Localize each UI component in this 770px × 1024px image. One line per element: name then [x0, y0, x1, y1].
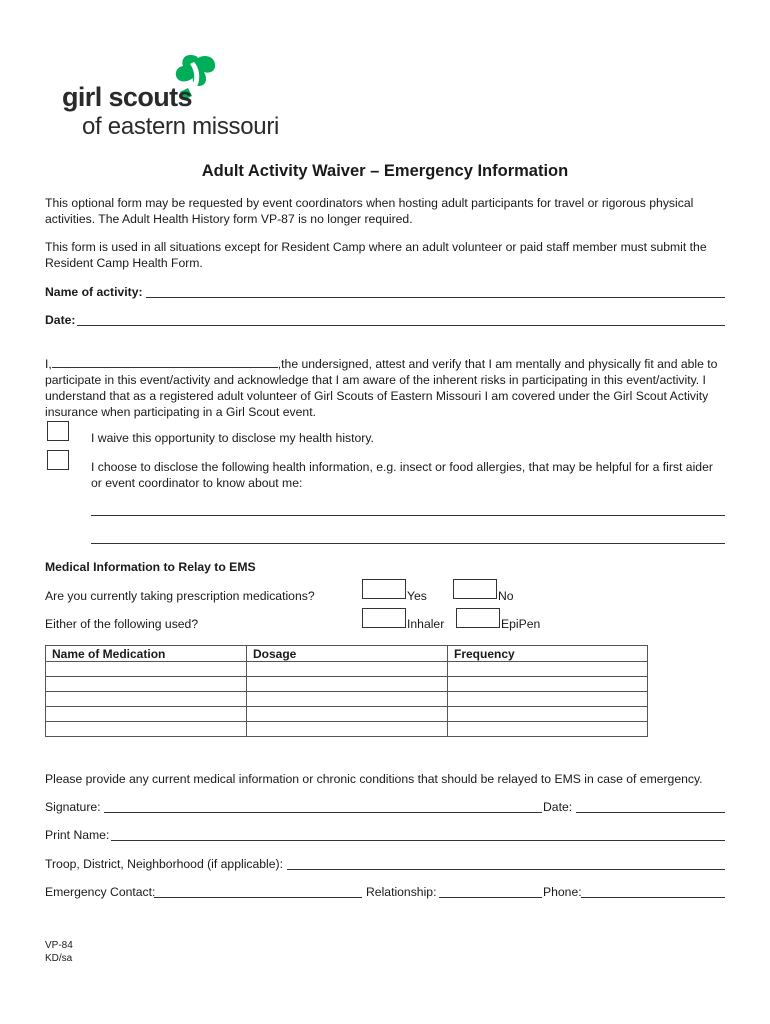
table-cell[interactable]: [247, 722, 448, 737]
attestation-paragraph: [45, 356, 735, 420]
medications-question: Are you currently taking prescription medications?: [45, 589, 315, 603]
signature-date-label: Date:: [543, 800, 573, 814]
signature-label: Signature:: [45, 800, 101, 814]
table-row: [46, 707, 648, 722]
table-row: [46, 692, 648, 707]
table-header-row: [46, 646, 648, 662]
page-title: Adult Activity Waiver – Emergency Information: [201, 162, 569, 180]
table-cell[interactable]: [46, 722, 247, 737]
devices-question: Either of the following used?: [45, 617, 199, 631]
medication-table: [45, 645, 648, 737]
medical-heading: Medical Information to Relay to EMS: [45, 560, 256, 574]
signature-field[interactable]: [104, 812, 542, 813]
medications-yes-label: Yes: [407, 589, 427, 603]
date-label: Date:: [45, 313, 76, 327]
troop-label: Troop, District, Neighborhood (if applicable):: [45, 857, 283, 871]
relationship-field[interactable]: [439, 897, 542, 898]
medications-no-label: No: [498, 589, 514, 603]
frequency-header: Frequency: [448, 646, 648, 662]
inhaler-label: Inhaler: [407, 617, 445, 631]
emergency-contact-label: Emergency Contact:: [45, 885, 156, 899]
footer: [45, 939, 73, 965]
waive-label: I waive this opportunity to disclose my health history.: [91, 431, 374, 445]
table-cell[interactable]: [448, 677, 648, 692]
table-cell[interactable]: [448, 692, 648, 707]
form-code: VP-84: [45, 940, 73, 951]
conditions-text: Please provide any current medical information or chronic conditions that should be relayed to EMS in case of emergency.: [45, 772, 703, 786]
table-row: [46, 662, 648, 677]
intro-paragraph-2: This form is used in all situations except for Resident Camp where an adult volunteer or paid staff member must submit the Resident Camp Health Form.: [45, 240, 707, 270]
activity-field[interactable]: [146, 297, 725, 298]
table-cell[interactable]: [247, 692, 448, 707]
intro-paragraph-1: This optional form may be requested by event coordinators when hosting adult participants for travel or rigorous physical activities. The Adult Health History form VP-87 is no longer required.: [45, 196, 694, 226]
waive-checkbox[interactable]: [47, 421, 69, 441]
attest-prefix: I,: [45, 357, 52, 371]
signature-date-field[interactable]: [576, 812, 725, 813]
disclose-label: I choose to disclose the following health information, e.g. insect or food allergies, that may be helpful for a first aider or event coordinator to know about me:: [91, 460, 713, 490]
logo-line1: girl scouts: [62, 82, 192, 112]
medications-yes-checkbox[interactable]: [362, 579, 406, 599]
date-field[interactable]: [77, 325, 725, 326]
print-name-field[interactable]: [111, 840, 725, 841]
table-cell[interactable]: [247, 662, 448, 677]
table-cell[interactable]: [46, 707, 247, 722]
table-cell[interactable]: [46, 692, 247, 707]
phone-label: Phone:: [543, 885, 582, 899]
attest-name-field[interactable]: [52, 356, 278, 368]
table-cell[interactable]: [448, 722, 648, 737]
medication-name-header: Name of Medication: [46, 646, 247, 662]
print-name-label: Print Name:: [45, 828, 110, 842]
relationship-label: Relationship:: [366, 885, 437, 899]
table-cell[interactable]: [247, 707, 448, 722]
table-cell[interactable]: [46, 677, 247, 692]
table-cell[interactable]: [46, 662, 247, 677]
dosage-header: Dosage: [247, 646, 448, 662]
logo-line2: of eastern missouri: [82, 113, 280, 140]
table-cell[interactable]: [247, 677, 448, 692]
activity-label: Name of activity:: [45, 285, 143, 299]
emergency-contact-field[interactable]: [154, 897, 362, 898]
table-cell[interactable]: [448, 707, 648, 722]
health-info-line-2[interactable]: [91, 543, 725, 544]
form-initials: KD/sa: [45, 953, 73, 964]
disclose-checkbox[interactable]: [47, 450, 69, 470]
attest-text: ,the undersigned, attest and verify that I am mentally and physically fit and able to participate in this event/activity and acknowledge that I am aware of the inherent risks in participating in this event/activity. I understand that as a registered adult volunteer of Girl Scouts of Eastern Missouri I am covered under the Girl Scout Activity insurance when participating in a Girl Scout event.: [45, 357, 718, 419]
health-info-line-1[interactable]: [91, 515, 725, 516]
inhaler-checkbox[interactable]: [362, 608, 406, 628]
medications-no-checkbox[interactable]: [453, 579, 497, 599]
epipen-checkbox[interactable]: [456, 608, 500, 628]
troop-field[interactable]: [287, 869, 725, 870]
table-row: [46, 677, 648, 692]
table-cell[interactable]: [448, 662, 648, 677]
phone-field[interactable]: [581, 897, 725, 898]
epipen-label: EpiPen: [501, 617, 541, 631]
table-row: [46, 722, 648, 737]
